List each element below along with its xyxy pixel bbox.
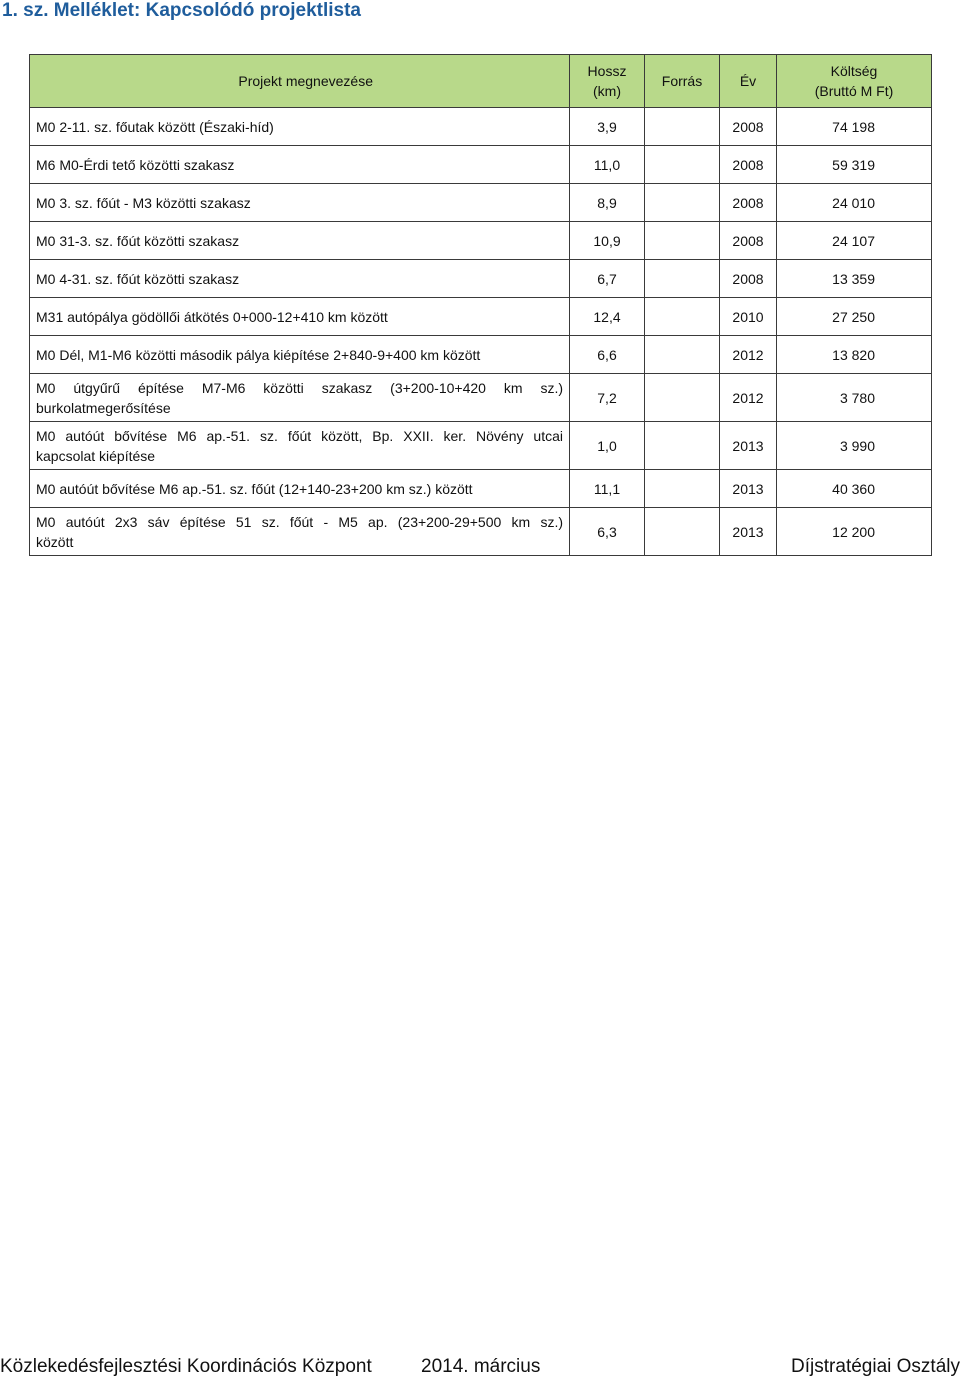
project-cost: 24 010 — [777, 184, 932, 222]
project-name-line2: kapcsolat kiépítése — [36, 447, 156, 464]
table-row — [30, 184, 932, 222]
header-cost — [777, 55, 932, 108]
project-source — [645, 508, 720, 556]
project-cost: 3 990 — [777, 422, 932, 470]
project-name-line1: M0 útgyűrű építése M7-M6 közötti szakasz (3+200-10+420 km sz.) — [36, 379, 563, 396]
project-year: 2013 — [720, 422, 777, 470]
project-cost: 24 107 — [777, 222, 932, 260]
project-length: 8,9 — [570, 184, 645, 222]
header-cost-line1: Költség — [830, 63, 878, 79]
project-cost: 3 780 — [777, 374, 932, 422]
table-row — [30, 508, 932, 556]
project-year: 2008 — [720, 222, 777, 260]
project-name-line2: burkolatmegerősítése — [36, 399, 171, 416]
project-source — [645, 108, 720, 146]
header-project-name: Projekt megnevezése — [30, 55, 570, 108]
table-header-row — [30, 55, 932, 108]
project-name: M0 Dél, M1-M6 közötti második pálya kiépítése 2+840-9+400 km között — [30, 336, 570, 374]
project-name: M0 2-11. sz. főutak között (Északi-híd) — [30, 108, 570, 146]
project-name: M0 autóút bővítése M6 ap.-51. sz. főút (12+140-23+200 km sz.) között — [30, 470, 570, 508]
project-name: M6 M0-Érdi tető közötti szakasz — [30, 146, 570, 184]
header-cost-line2: (Bruttó M Ft) — [814, 83, 894, 99]
project-year: 2013 — [720, 470, 777, 508]
project-source — [645, 260, 720, 298]
project-length: 11,0 — [570, 146, 645, 184]
table-row — [30, 470, 932, 508]
table-row — [30, 260, 932, 298]
project-year: 2008 — [720, 108, 777, 146]
project-name — [30, 422, 570, 470]
header-length-line2: (km) — [593, 83, 621, 99]
header-length — [570, 55, 645, 108]
header-length-line1: Hossz — [587, 63, 627, 79]
table-row — [30, 298, 932, 336]
project-source — [645, 374, 720, 422]
project-length: 3,9 — [570, 108, 645, 146]
project-cost: 27 250 — [777, 298, 932, 336]
footer-organization: Közlekedésfejlesztési Koordinációs Központ — [0, 1356, 372, 1377]
project-year: 2008 — [720, 184, 777, 222]
project-name-line1: M0 autóút 2x3 sáv építése 51 sz. főút - M5 ap. (23+200-29+500 km sz.) — [36, 513, 563, 530]
table-row — [30, 336, 932, 374]
page-title: 1. sz. Melléklet: Kapcsolódó projektlista — [2, 0, 361, 21]
table-row — [30, 422, 932, 470]
project-cost: 74 198 — [777, 108, 932, 146]
table-row — [30, 108, 932, 146]
project-length: 7,2 — [570, 374, 645, 422]
project-length: 1,0 — [570, 422, 645, 470]
project-source — [645, 470, 720, 508]
project-year: 2010 — [720, 298, 777, 336]
project-name: M0 31-3. sz. főút közötti szakasz — [30, 222, 570, 260]
table-row — [30, 374, 932, 422]
project-table — [29, 54, 932, 556]
project-name — [30, 508, 570, 556]
project-length: 12,4 — [570, 298, 645, 336]
project-cost: 13 820 — [777, 336, 932, 374]
project-source — [645, 422, 720, 470]
project-name: M31 autópálya gödöllői átkötés 0+000-12+410 km között — [30, 298, 570, 336]
table-row — [30, 146, 932, 184]
project-source — [645, 184, 720, 222]
project-cost: 13 359 — [777, 260, 932, 298]
project-length: 6,6 — [570, 336, 645, 374]
project-source — [645, 298, 720, 336]
project-cost: 59 319 — [777, 146, 932, 184]
project-name: M0 3. sz. főút - M3 közötti szakasz — [30, 184, 570, 222]
footer-department: Díjstratégiai Osztály — [791, 1356, 960, 1377]
project-name: M0 4-31. sz. főút közötti szakasz — [30, 260, 570, 298]
project-source — [645, 336, 720, 374]
project-year: 2008 — [720, 260, 777, 298]
project-year: 2012 — [720, 374, 777, 422]
project-year: 2013 — [720, 508, 777, 556]
project-cost: 12 200 — [777, 508, 932, 556]
project-cost: 40 360 — [777, 470, 932, 508]
table-row — [30, 222, 932, 260]
project-length: 10,9 — [570, 222, 645, 260]
project-year: 2008 — [720, 146, 777, 184]
project-source — [645, 222, 720, 260]
project-source — [645, 146, 720, 184]
project-name-line2: között — [36, 533, 74, 550]
project-length: 6,3 — [570, 508, 645, 556]
header-source: Forrás — [645, 55, 720, 108]
header-year: Év — [720, 55, 777, 108]
project-name-line1: M0 autóút bővítése M6 ap.-51. sz. főút között, Bp. XXII. ker. Növény utcai — [36, 427, 563, 444]
footer-date: 2014. március — [421, 1356, 541, 1377]
project-year: 2012 — [720, 336, 777, 374]
project-name — [30, 374, 570, 422]
project-length: 11,1 — [570, 470, 645, 508]
project-length: 6,7 — [570, 260, 645, 298]
